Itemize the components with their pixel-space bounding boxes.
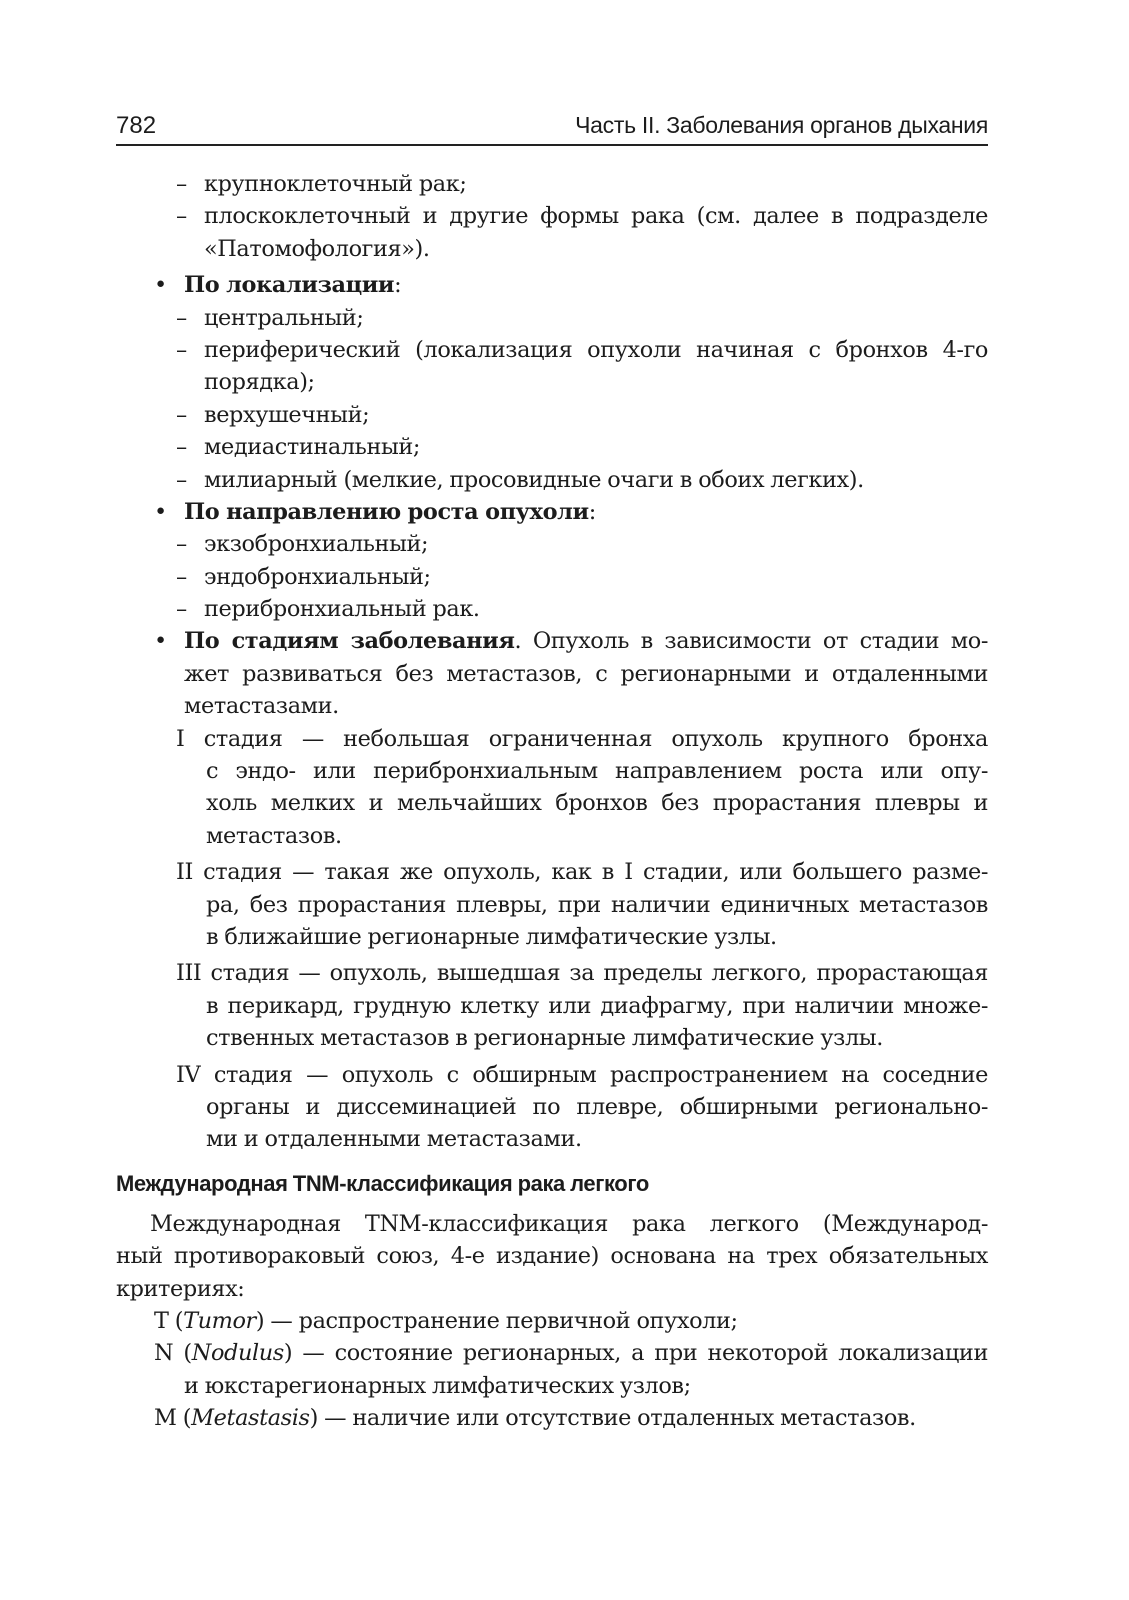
dash-marker: – [176, 434, 187, 461]
list-item-text: экзобронхиальный; [204, 531, 429, 558]
dash-marker: – [176, 304, 187, 331]
bullet-text: метастазами. [184, 693, 339, 720]
stage-text: с эндо- или перибронхиальным направлением роста или опу- [206, 758, 988, 785]
stage-text: ми и отдаленными метастазами. [206, 1126, 582, 1153]
tnm-definitions [116, 1305, 988, 1435]
tnm-description: ) — состояние регионарных, а при некоторой локализации [283, 1340, 988, 1367]
tnm-definition-m [154, 1405, 916, 1431]
classification-by-growth [116, 496, 988, 626]
tnm-description: и юкстарегионарных лимфатических узлов; [184, 1372, 691, 1399]
list-item-text: плоскоклеточный и другие формы рака (см. далее в подразделе [204, 203, 988, 230]
list-item-text: медиастинальный; [204, 434, 421, 461]
list-item-text: порядка); [204, 369, 315, 396]
running-title: Часть II. Заболевания органов дыхания [575, 112, 988, 138]
list-item-text: верхушечный; [204, 401, 370, 428]
list-item-text: перибронхиальный рак. [204, 596, 480, 623]
bullet-heading: По направлению роста опухоли [184, 498, 589, 525]
tnm-intro [116, 1208, 988, 1305]
dash-marker: – [176, 401, 187, 428]
stage-text: органы и диссеминацией по плевре, обширными регионально- [206, 1093, 988, 1120]
dash-marker: – [176, 563, 187, 590]
paragraph-text: ный противораковый союз, 4-е издание) основана на трех обязательных [116, 1243, 988, 1270]
page-number: 782 [116, 112, 157, 139]
stage-text: холь мелких и мельчайших бронхов без прорастания плевры и [206, 790, 988, 817]
dash-marker: – [176, 203, 187, 230]
heading-colon: : [588, 498, 596, 525]
tnm-term: Nodulus [191, 1340, 284, 1367]
stage-text: ра, без прорастания плевры, при наличии единичных метастазов [206, 891, 988, 918]
paragraph-text: Международная TNM-классификация рака легкого (Международ- [150, 1210, 988, 1237]
page-header [116, 108, 988, 146]
bullet-heading: По стадиям заболевания [184, 628, 515, 655]
stage-text: ственных метастазов в регионарные лимфатические узлы. [206, 1025, 883, 1052]
dash-marker: – [176, 466, 187, 493]
dash-marker: – [176, 336, 187, 363]
tnm-letter: M ( [154, 1405, 192, 1432]
classification-by-location [116, 269, 988, 496]
list-item [116, 200, 988, 265]
bullet-marker: • [154, 272, 167, 299]
bullet-marker: • [154, 628, 167, 655]
stage-text: в перикард, грудную клетку или диафрагму, при наличии множе- [206, 992, 988, 1019]
bullet-text: . Опухоль в зависимости от стадии мо- [514, 628, 988, 655]
stage-text: I стадия — небольшая ограниченная опухоль крупного бронха [176, 725, 988, 752]
tnm-letter: T ( [154, 1307, 184, 1334]
list-item-text: центральный; [204, 304, 364, 331]
page-body [116, 168, 988, 1434]
paragraph-text: критериях: [116, 1275, 245, 1302]
bullet-heading: По локализации [184, 272, 395, 299]
list-item [116, 168, 988, 200]
list-item-text: милиарный (мелкие, просовидные очаги в обоих легких). [204, 466, 864, 493]
tnm-term: Tumor [183, 1307, 256, 1334]
stage-text: II стадия — такая же опухоль, как в I стадии, или большего разме- [176, 859, 988, 886]
tnm-description: ) — распространение первичной опухоли; [255, 1307, 738, 1334]
dash-marker: – [176, 531, 187, 558]
tnm-definition-t [154, 1308, 738, 1334]
list-item-text: «Патомофология»). [204, 235, 430, 262]
classification-by-stage [116, 625, 988, 1155]
list-item-text: периферический (локализация опухоли начиная с бронхов 4-го [204, 336, 988, 363]
heading-colon: : [394, 272, 402, 299]
dash-marker: – [176, 171, 187, 197]
tnm-definition-n [154, 1337, 988, 1369]
list-item-text: крупноклеточный рак; [204, 171, 467, 197]
tnm-description: ) — наличие или отсутствие отдаленных метастазов. [309, 1405, 916, 1432]
stage-text: метастазов. [206, 822, 342, 849]
section-heading: Международная TNM-классификация рака легкого [116, 1170, 649, 1196]
bullet-marker: • [154, 498, 167, 525]
tnm-term: Metastasis [191, 1405, 310, 1432]
list-item-text: эндобронхиальный; [204, 563, 431, 590]
stage-text: IV стадия — опухоль с обширным распространением на соседние [176, 1061, 988, 1088]
bullet-text: жет развиваться без метастазов, с регионарными и отдаленными [184, 660, 988, 687]
dash-marker: – [176, 596, 187, 623]
stage-text: III стадия — опухоль, вышедшая за пределы легкого, прорастающая [176, 960, 988, 987]
tnm-letter: N ( [154, 1340, 192, 1367]
stage-text: в ближайшие регионарные лимфатические узлы. [206, 923, 777, 950]
